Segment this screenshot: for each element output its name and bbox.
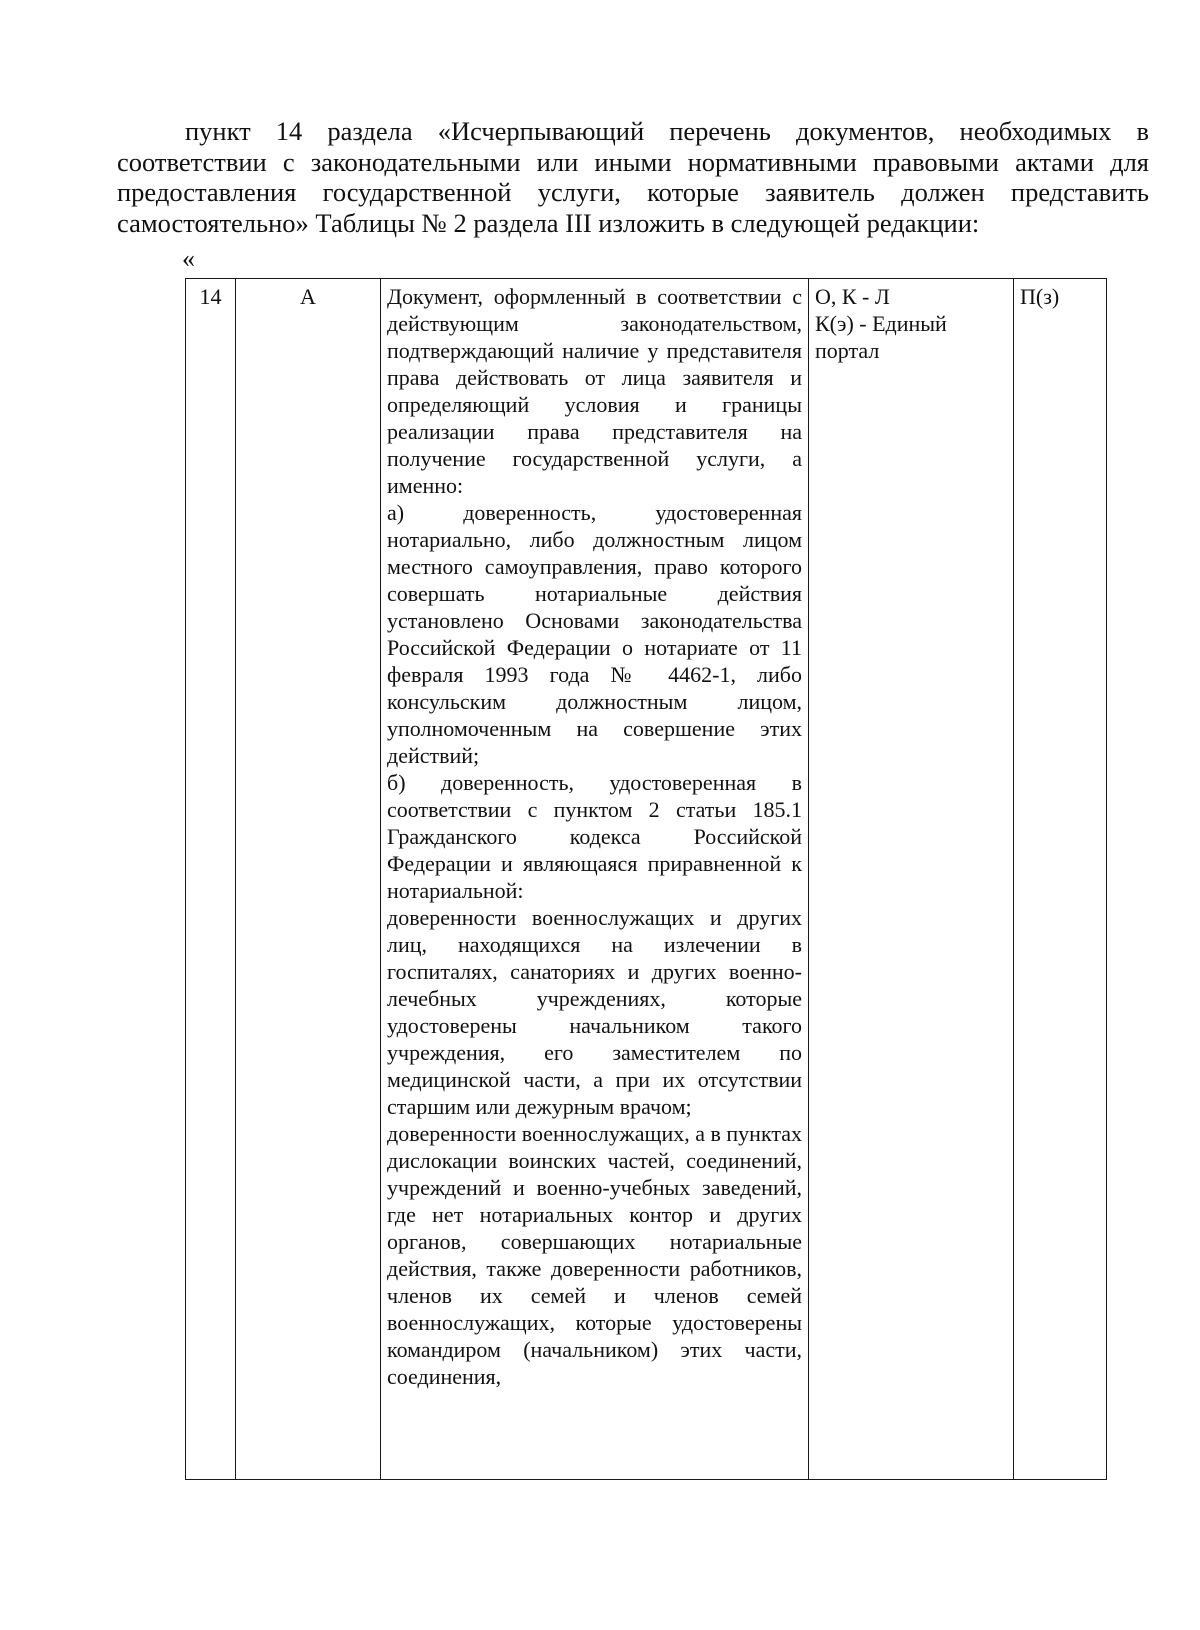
submission-way-cell [809, 279, 1014, 1480]
row-number: 14 [199, 284, 222, 309]
category-cell [236, 279, 381, 1480]
result-code: П(з) [1020, 284, 1060, 309]
table-row [186, 279, 1107, 1480]
description-paragraph: доверенности военнослужащих и других лиц, находящихся на излечении в госпиталях, санаториях и других военно-лечебных учреждениях, которые удостоверены начальником такого учреждения, его заместителем по медицинской части, а при их отсутствии старшим или дежурным врачом; [387, 905, 802, 1119]
documents-table [185, 278, 1107, 1480]
description-paragraph: доверенности военнослужащих, а в пунктах дислокации воинских частей, соединений, учреждений и военно-учебных заведений, где нет нотариальных контор и других органов, совершающих нотариальные действия, также доверенности работников, членов их семей и членов семей военнослужащих, которые удостоверены командиром (начальником) этих части, соединения, [387, 1121, 802, 1389]
submission-way-line: К(э) - Единый портал [815, 311, 947, 363]
description-paragraph: б) доверенность, удостоверенная в соответствии с пунктом 2 статьи 185.1 Гражданского кодекса Российской Федерации и являющаяся приравненной к нотариальной: [387, 770, 802, 903]
description-cell [381, 279, 809, 1480]
code-cell [1014, 279, 1107, 1480]
row-number-cell [186, 279, 236, 1480]
intro-paragraph: пункт 14 раздела «Исчерпывающий перечень документов, необходимых в соответствии с законодательными или иными нормативными правовыми актами для предоставления государственной услуги, которые заявитель должен представить самостоятельно» Таблицы № 2 раздела III изложить в следующей редакции: [117, 116, 1149, 238]
category-letter: А [300, 284, 316, 309]
opening-quote-mark: « [182, 244, 195, 273]
description-paragraph: Документ, оформленный в соответствии с действующим законодательством, подтверждающий наличие у представителя права действовать от лица заявителя и определяющий условия и границы реализации права представителя на получение государственной услуги, а именно: [387, 284, 802, 498]
submission-way-line: О, К - Л [815, 284, 890, 309]
description-paragraph: а) доверенность, удостоверенная нотариально, либо должностным лицом местного самоуправления, право которого совершать нотариальные действия установлено Основами законодательства Российской Федерации о нотариате от 11 февраля 1993 года № 4462-1, либо консульским должностным лицом, уполномоченным на совершение этих действий; [387, 500, 802, 768]
